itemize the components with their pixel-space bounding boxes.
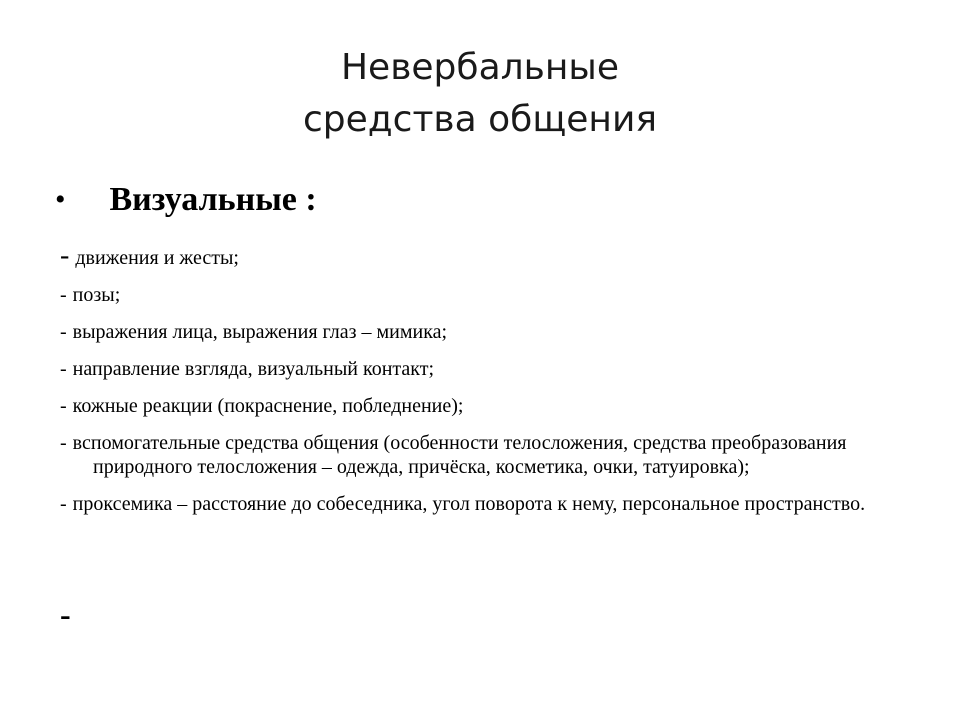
list-item-text: проксемика – расстояние до собеседника, угол поворота к нему, персональное пространство. — [72, 493, 866, 515]
list-item — [60, 320, 920, 344]
bullet-heading-row — [55, 178, 317, 222]
list-item — [60, 394, 920, 418]
list-item-text: вспомогательные средства общения (особенности телосложения, средства преобразования природного телосложения – одежда, причёска, косметика, очки, татуировка); — [72, 432, 847, 478]
dash-marker: - — [60, 432, 67, 454]
dash-marker: - — [60, 395, 67, 417]
trailing-dash: - — [60, 596, 71, 632]
list-item-text: позы; — [72, 284, 121, 306]
bullet-heading: Визуальные : — [109, 181, 317, 218]
dash-marker: - — [60, 284, 67, 306]
list-item — [60, 431, 920, 479]
list-item-text: выражения лица, выражения глаз – мимика; — [72, 321, 448, 343]
item-list — [60, 240, 920, 529]
list-item-text: движения и жесты; — [75, 247, 239, 269]
dash-marker: - — [60, 493, 67, 515]
dash-marker: - — [60, 321, 67, 343]
bullet-dot-icon: • — [55, 183, 66, 216]
slide-title — [0, 42, 960, 146]
list-item — [60, 492, 920, 516]
list-item — [60, 283, 920, 307]
list-item — [60, 357, 920, 381]
slide-title-line-1: Невербальные — [340, 47, 620, 88]
list-item-text: направление взгляда, визуальный контакт; — [72, 358, 435, 380]
list-item — [60, 240, 920, 271]
list-item-text: кожные реакции (покраснение, побледнение); — [72, 395, 464, 417]
dash-marker: - — [60, 240, 70, 271]
dash-marker: - — [60, 358, 67, 380]
slide-title-line-2: средства общения — [302, 99, 658, 140]
